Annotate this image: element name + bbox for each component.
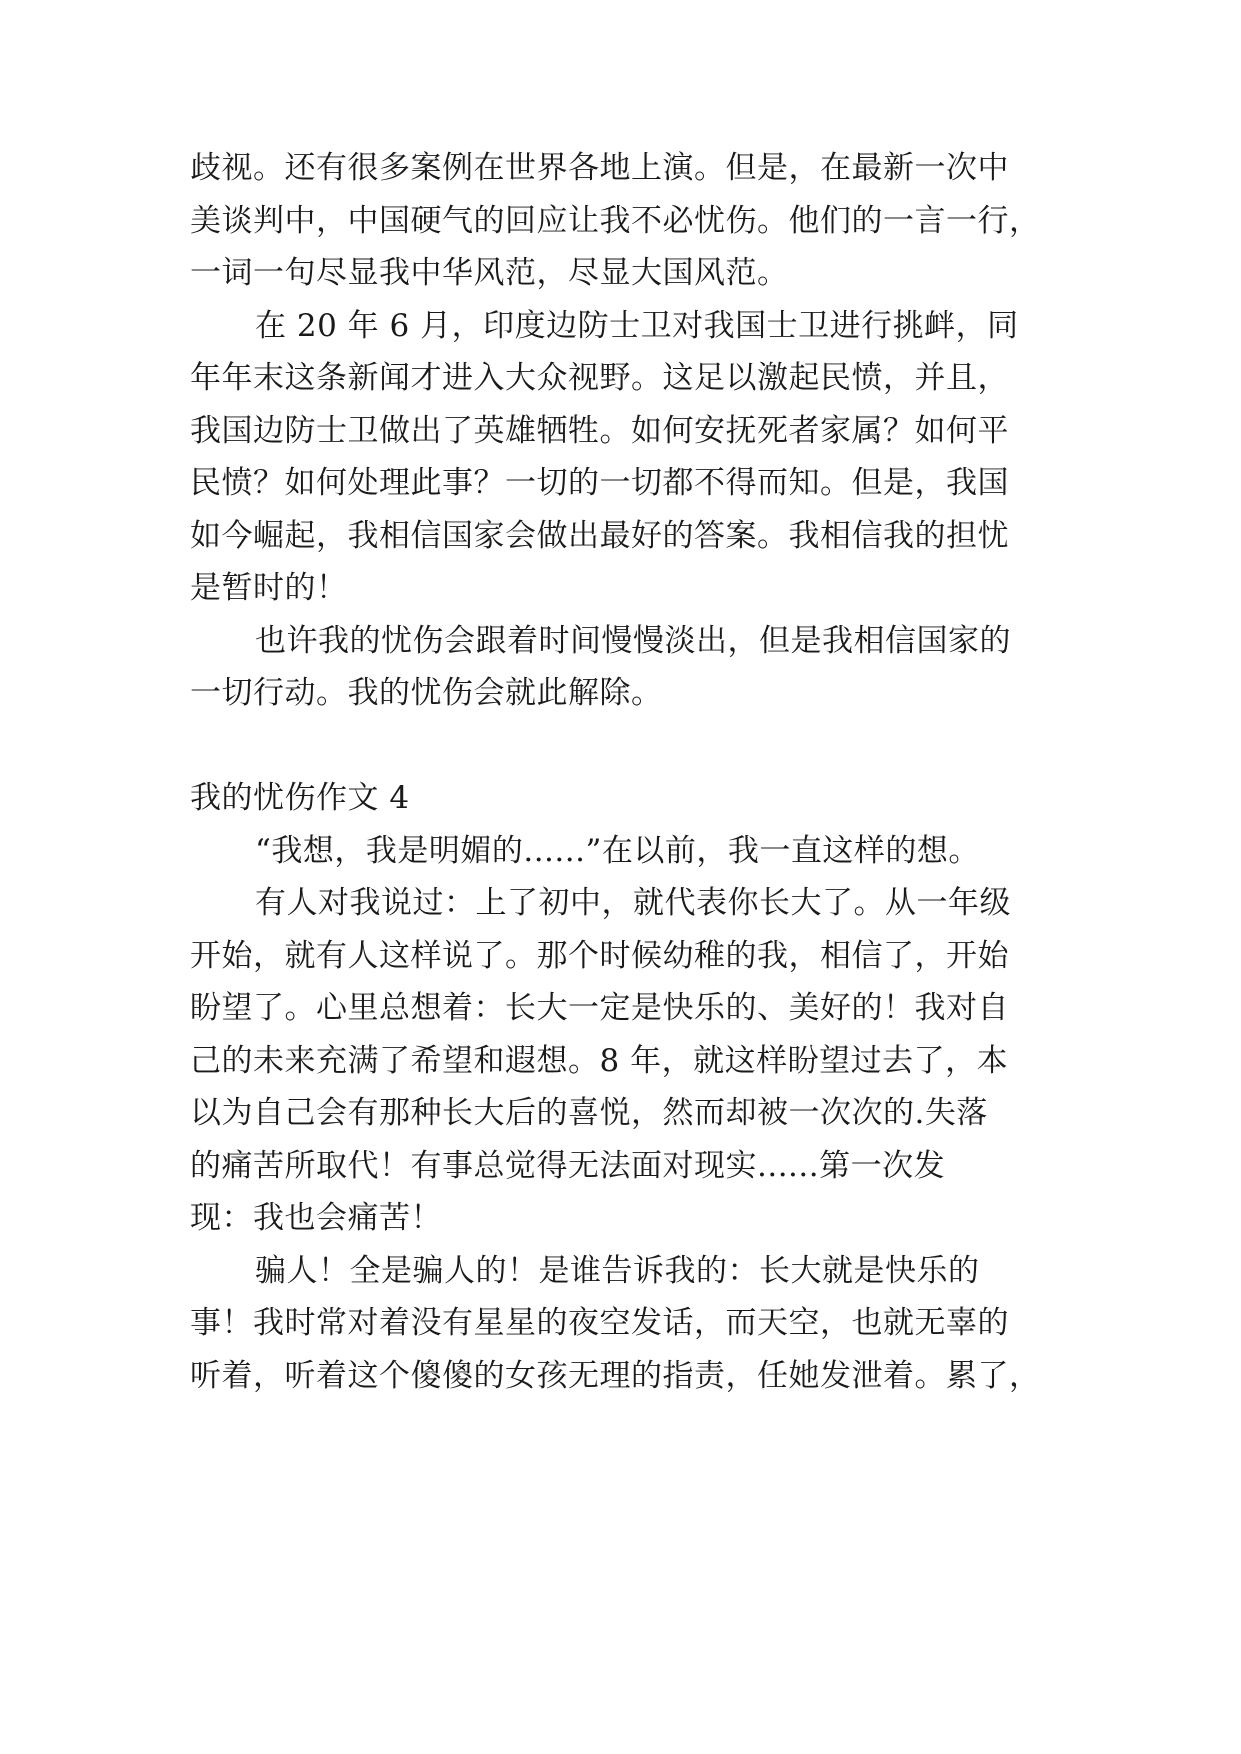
- text-line: 民愤？如何处理此事？一切的一切都不得而知。但是，我国: [190, 465, 1009, 501]
- text-line: 事！我时常对着没有星星的夜空发话，而天空，也就无辜的: [190, 1305, 1009, 1341]
- text-line: 骗人！全是骗人的！是谁告诉我的：长大就是快乐的: [255, 1253, 980, 1289]
- text-line: 如今崛起，我相信国家会做出最好的答案。我相信我的担忧: [190, 518, 1009, 554]
- text-line: 听着，听着这个傻傻的女孩无理的指责，任她发泄着。累了，: [190, 1358, 1041, 1394]
- text-line: “我想，我是明媚的......”在以前，我一直这样的想。: [255, 833, 980, 869]
- text-line: 盼望了。心里总想着：长大一定是快乐的、美好的！我对自: [190, 990, 1009, 1026]
- text-line: 现：我也会痛苦！: [190, 1200, 442, 1236]
- text-line: 开始，就有人这样说了。那个时候幼稚的我，相信了，开始: [190, 938, 1009, 974]
- text-line: 也许我的忧伤会跟着时间慢慢淡出，但是我相信国家的: [255, 623, 1011, 659]
- text-line: 有人对我说过：上了初中，就代表你长大了。从一年级: [255, 885, 1011, 921]
- text-line: 我国边防士卫做出了英雄牺牲。如何安抚死者家属？如何平: [190, 413, 1009, 449]
- text-line: 的痛苦所取代！有事总觉得无法面对现实......第一次发: [190, 1148, 946, 1184]
- text-line: 在 20 年 6 月，印度边防士卫对我国士卫进行挑衅，同: [255, 308, 1019, 344]
- text-line: 歧视。还有很多案例在世界各地上演。但是，在最新一次中: [190, 150, 1009, 186]
- text-line: 是暂时的！: [190, 570, 348, 606]
- text-line: 美谈判中，中国硬气的回应让我不必忧伤。他们的一言一行，: [190, 203, 1041, 239]
- text-line: 一词一句尽显我中华风范，尽显大国风范。: [190, 255, 789, 291]
- text-line: 以为自己会有那种长大后的喜悦，然而却被一次次的.失落: [190, 1095, 988, 1131]
- section-heading: 我的忧伤作文 4: [190, 780, 410, 816]
- text-line: 一切行动。我的忧伤会就此解除。: [190, 675, 663, 711]
- text-line: 年年末这条新闻才进入大众视野。这足以激起民愤，并且，: [190, 360, 1009, 396]
- text-line: 己的未来充满了希望和遐想。8 年，就这样盼望过去了，本: [190, 1043, 1009, 1079]
